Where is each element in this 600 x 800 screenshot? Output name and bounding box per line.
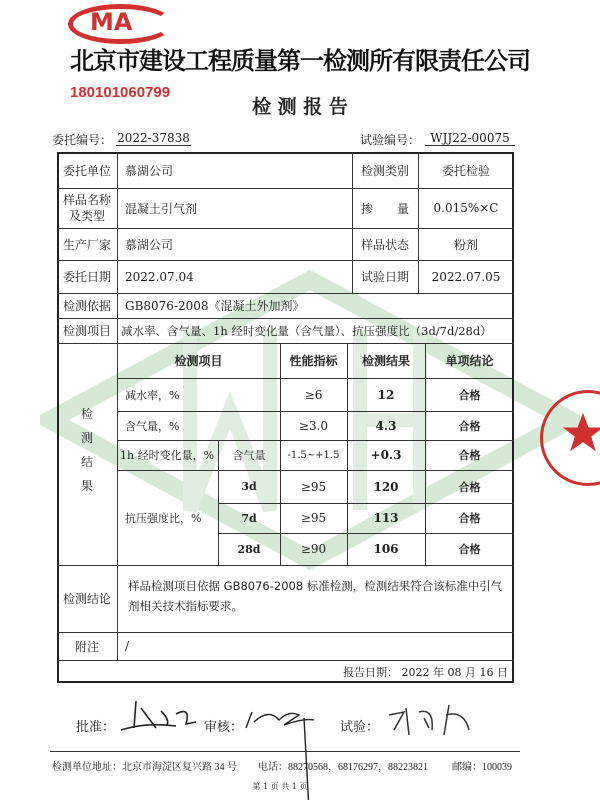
commission-number: 2022-37838 (117, 131, 190, 145)
row-result: 12 (377, 387, 395, 402)
approve-label: 批准： (76, 720, 116, 735)
row-spec: ≥95 (300, 479, 327, 494)
maker-label: 生产厂家 (62, 237, 111, 252)
sample-value: 混凝土引气剂 (125, 201, 198, 216)
row-conclusion: 合格 (458, 419, 481, 433)
test-label: 试验编号： (360, 133, 421, 147)
row-conclusion: 合格 (458, 512, 481, 525)
row-result: 120 (373, 479, 399, 494)
row-sub: 3d (241, 480, 257, 493)
conclusion-label: 检测结论 (62, 592, 111, 606)
commission-date-value: 2022.07.04 (125, 269, 194, 284)
commission-label: 委托编号： (52, 133, 113, 147)
row-result: 4.3 (375, 418, 397, 433)
row-spec: ≥6 (304, 387, 323, 402)
items-value: 减水率、含气量、1h 经时变化量（含气量）、抗压强度比（3d/7d/28d） (121, 323, 492, 338)
report-date: 报告日期： 2022 年 08 月 16 日 (343, 666, 508, 679)
dosage-value: 0.015%×C (433, 201, 499, 215)
row-spec: ≥95 (300, 511, 327, 525)
row-result: 113 (373, 511, 399, 525)
company-name: 北京市建设工程质量第一检测所有限责任公司 (70, 47, 530, 75)
category-label: 检测类别 (360, 163, 409, 178)
row-spec: ≥90 (300, 542, 327, 556)
basis-value: GB8076-2008《混凝土外加剂》 (125, 299, 305, 313)
client-value: 慕湖公司 (125, 163, 174, 178)
state-value: 粉剂 (453, 237, 478, 252)
page-number: 第 1 页 共 1 页 (252, 782, 308, 791)
row-conclusion: 合格 (458, 388, 481, 402)
header-conclusion: 单项结论 (445, 354, 494, 368)
approve-signature (116, 696, 200, 736)
items-label: 检测项目 (62, 324, 111, 338)
category-value: 委托检验 (441, 163, 490, 178)
maker-value: 慕湖公司 (125, 237, 174, 252)
commission-date-label: 委托日期 (62, 270, 111, 284)
footer-address: 检测单位地址：北京市海淀区复兴路 34 号 (52, 762, 237, 773)
review-label: 审核： (204, 720, 244, 735)
state-label: 样品状态 (360, 237, 409, 252)
test-date-label: 试验日期 (360, 270, 409, 284)
row-spec: -1.5~+1.5 (287, 449, 340, 461)
test-date-value: 2022.07.05 (431, 269, 501, 284)
sample-label: 样品名称及类型 (62, 193, 111, 223)
row-result: +0.3 (370, 448, 402, 462)
row-item: 抗压强度比，% (125, 511, 202, 525)
report-title: 检 测 报 告 (252, 96, 348, 118)
star-icon (561, 411, 600, 455)
note-value: / (125, 639, 130, 653)
row-conclusion: 合格 (458, 449, 481, 462)
row-item: 1h 经时变化量，% (120, 449, 215, 462)
header-spec: 性能指标 (289, 354, 338, 368)
test-sign-label: 试验： (340, 720, 380, 735)
results-label: 检测结果 (80, 407, 93, 493)
dosage-label: 掺 量 (360, 201, 409, 216)
note-label: 附注 (74, 639, 99, 654)
row-sub: 28d (237, 542, 261, 556)
row-sub: 含气量 (232, 449, 266, 462)
test-signature (384, 700, 484, 740)
client-label: 委托单位 (62, 163, 111, 178)
conclusion-text: 样品检测项目依据 GB8076-2008 标准检测，检测结果符合该标准中引气剂相关技术指标要求。 (128, 579, 503, 613)
footer-zip: 邮编：100039 (452, 762, 512, 773)
test-number: WJJ22-00075 (425, 131, 515, 146)
row-spec: ≥3.0 (298, 418, 329, 433)
header-item: 检测项目 (174, 354, 223, 368)
footer-phone: 电话：88270568，68176297，88223821 (258, 762, 428, 773)
row-sub: 7d (241, 511, 257, 525)
row-item: 减水率，% (125, 388, 180, 402)
row-item: 含气量，% (125, 419, 180, 433)
cma-logo-text: MA (90, 8, 133, 36)
row-result: 106 (373, 542, 399, 556)
basis-label: 检测依据 (62, 299, 111, 313)
phone-number: 180101060799 (70, 84, 171, 101)
header-result: 检测结果 (361, 354, 410, 368)
row-conclusion: 合格 (458, 543, 481, 556)
row-conclusion: 合格 (458, 480, 481, 494)
